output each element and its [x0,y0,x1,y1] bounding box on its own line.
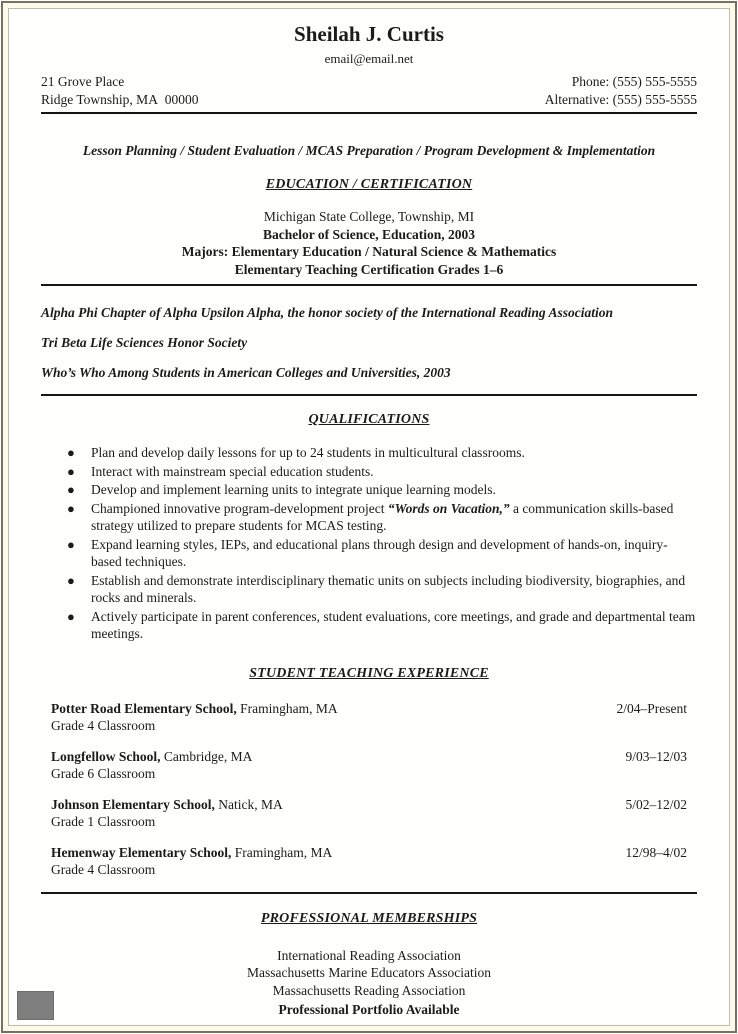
contact-block [41,73,697,114]
experience-row [51,700,687,718]
section-heading-memberships: PROFESSIONAL MEMBERSHIPS [260,910,478,926]
education-school-line: Michigan State College, Township, MI [263,209,475,224]
phone-line: Phone: (555) 555-5555 [571,74,697,89]
honor-item: Who’s Who Among Students in American Colleges and Universities, 2003 [41,365,451,380]
honor-item: Alpha Phi Chapter of Alpha Upsilon Alpha, the honor society of the International Reading Association [41,305,613,320]
qualification-item [41,572,697,607]
qualification-text: Actively participate in parent conferences, student evaluations, core meetings, and grade and departmental team meetings. [91,608,696,641]
footer-note: Professional Portfolio Available [278,1002,460,1017]
section-divider [41,394,697,396]
date-range: 9/03–12/03 [625,748,687,764]
school-location: Framingham, MA [234,844,333,860]
qualification-text: Interact with mainstream special education students. [91,463,374,479]
qualification-text-post: a communication skills-based strategy utilized to prepare students for MCAS testing. [91,500,674,533]
qualification-item [41,481,697,499]
qualification-item [41,444,697,462]
school-name: Longfellow School, [51,748,161,764]
honor-item: Tri Beta Life Sciences Honor Society [41,335,248,350]
section-divider [41,892,697,894]
bullet-icon: ● [67,536,75,552]
experience-row [51,796,687,814]
bullet-icon: ● [67,608,75,624]
experience-item [51,700,687,735]
membership-item: International Reading Association [277,947,461,963]
alternative-phone-line: Alternative: (555) 555-5555 [544,92,697,107]
qualifications-list [41,444,697,643]
experience-title [51,700,338,718]
bullet-icon: ● [67,463,75,479]
qualification-text: Plan and develop daily lessons for up to 24 students in multicultural classrooms. [91,445,525,460]
date-range: 2/04–Present [616,700,687,716]
email-address: email@email.net [324,51,414,66]
resume-content [9,21,729,999]
date-range: 12/98–4/02 [625,844,687,860]
section-divider [41,284,697,286]
qualification-text [91,501,673,534]
education-certification-line: Elementary Teaching Certification Grades 1–6 [234,261,504,277]
date-range: 5/02–12/02 [625,796,687,812]
qualification-text-pre: Championed innovative program-development project [91,500,388,516]
classroom-detail: Grade 4 Classroom [51,718,156,733]
school-location: Cambridge, MA [163,748,253,764]
education-majors-line: Majors: Elementary Education / Natural Science & Mathematics [181,244,557,259]
memberships-list [41,947,697,1000]
bullet-icon: ● [67,445,75,460]
school-name: Potter Road Elementary School, [51,700,237,716]
address-block [41,73,198,109]
classroom-detail: Grade 1 Classroom [51,814,156,829]
qualification-text: Develop and implement learning units to integrate unique learning models. [91,482,496,497]
qualification-item [41,463,697,481]
bullet-icon: ● [67,572,75,588]
experience-title [51,748,252,766]
candidate-name: Sheilah J. Curtis [294,22,444,46]
project-title-emphasis: “Words on Vacation,” [387,500,510,516]
skills-summary: Lesson Planning / Student Evaluation / MCAS Preparation / Program Development & Implementation [82,143,656,158]
experience-list [41,700,697,879]
page-frame [1,1,737,1033]
school-name: Hemenway Elementary School, [51,844,232,860]
school-location: Framingham, MA [240,700,338,716]
section-heading-qualifications: QUALIFICATIONS [308,412,430,427]
experience-title [51,796,283,814]
school-name: Johnson Elementary School, [51,796,215,812]
section-heading-experience: STUDENT TEACHING EXPERIENCE [249,665,489,681]
phone-block [545,73,697,109]
school-location: Natick, MA [218,796,283,812]
classroom-detail: Grade 6 Classroom [51,766,156,781]
address-line-2: Ridge Township, MA 00000 [41,92,199,107]
experience-row [51,844,687,862]
gray-square-mark [17,991,54,1020]
experience-row [51,748,687,766]
qualification-item [41,536,697,571]
qualification-item [41,500,697,535]
education-degree-line: Bachelor of Science, Education, 2003 [263,226,475,242]
experience-item [51,796,687,831]
experience-title [51,844,332,862]
qualification-item [41,608,697,643]
qualification-text: Expand learning styles, IEPs, and educational plans through design and development of hands-on, inquiry-based techniques. [91,536,668,569]
section-heading-education: EDUCATION / CERTIFICATION [265,177,473,192]
bullet-icon: ● [67,482,75,497]
experience-item [51,748,687,783]
qualification-text: Establish and demonstrate interdisciplinary thematic units on subjects including biodiversity, biographies, and rocks and minerals. [91,572,686,605]
address-line-1: 21 Grove Place [41,74,125,89]
experience-item [51,844,687,879]
education-block [41,208,697,278]
classroom-detail: Grade 4 Classroom [51,862,156,877]
resume-page [8,8,730,1026]
membership-item: Massachusetts Reading Association [272,982,466,998]
membership-item: Massachusetts Marine Educators Association [246,965,492,980]
bullet-icon: ● [67,500,75,516]
